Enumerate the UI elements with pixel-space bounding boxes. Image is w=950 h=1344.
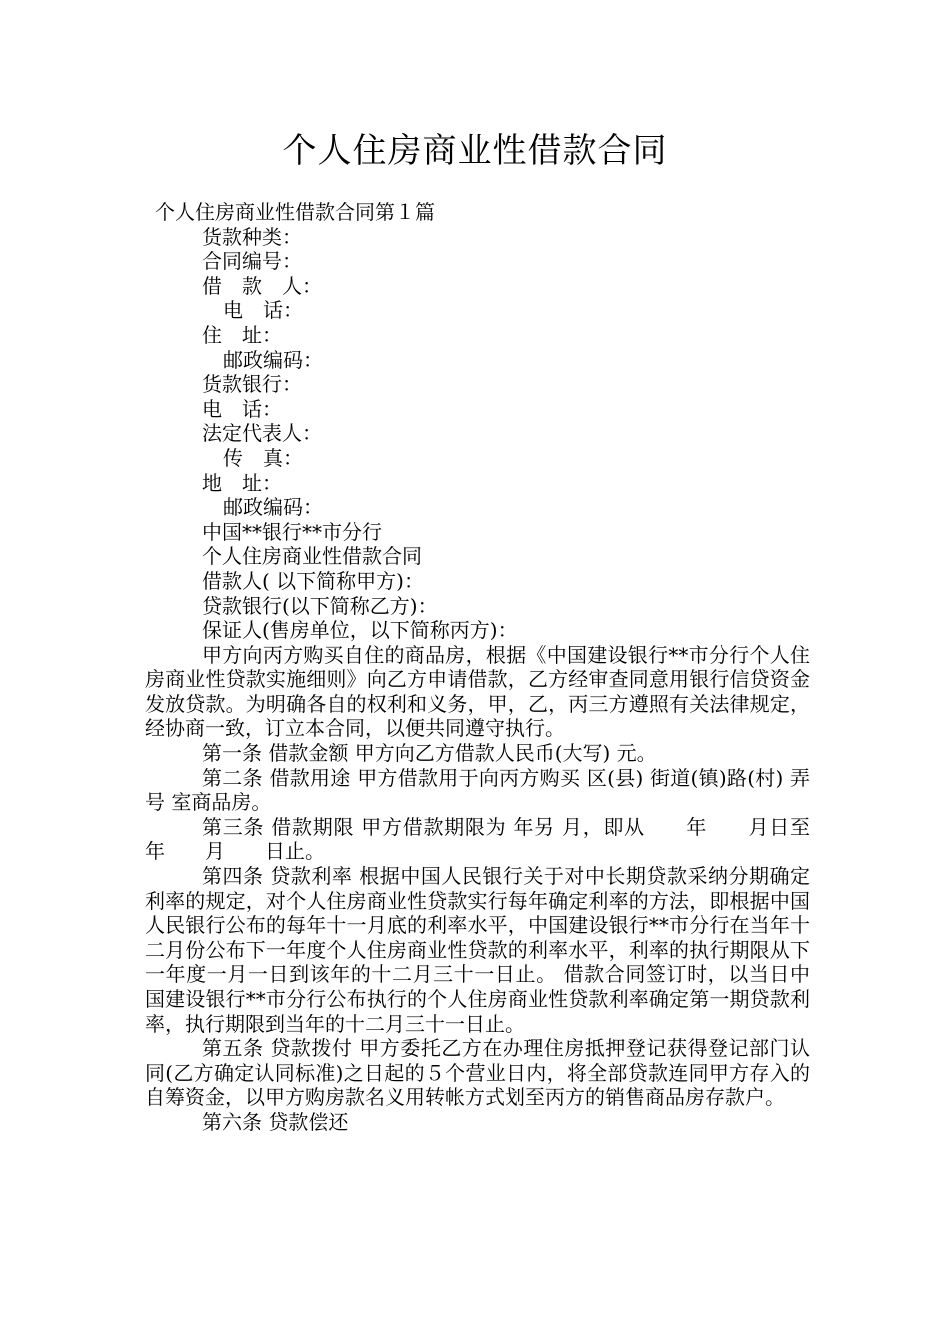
bank-branch-name: 中国**银行**市分行 bbox=[202, 519, 382, 544]
field-legal-representative: 法定代表人： bbox=[202, 421, 322, 446]
article-2-paragraph: 第二条 借款用途 甲方借款用于向丙方购买 区(县) 街道(镇)路(村) 弄 号 室商品房。 bbox=[145, 765, 810, 815]
document-body bbox=[145, 200, 850, 1135]
field-bank-fax: 传 真： bbox=[223, 445, 303, 470]
field-lending-bank: 货款银行： bbox=[202, 372, 302, 397]
field-borrower-phone: 电 话： bbox=[223, 298, 303, 323]
field-borrower-postcode: 邮政编码： bbox=[223, 347, 323, 372]
party-b-definition: 贷款银行(以下简称乙方)： bbox=[202, 593, 438, 618]
article-6-heading: 第六条 贷款偿还 bbox=[202, 1109, 349, 1134]
preamble-paragraph: 甲方向丙方购买自住的商品房，根据《中国建设银行**市分行个人住房商业性贷款实施细则》向乙方申请借款，乙方经审查同意用银行信贷资金发放贷款。为明确各自的权利和义务，甲，乙，丙三方遵照有关法律规定，经协商一致，订立本合同，以便共同遵守执行。 bbox=[145, 642, 810, 741]
party-a-definition: 借款人( 以下简称甲方)： bbox=[202, 568, 424, 593]
field-bank-address: 地 址： bbox=[202, 470, 282, 495]
article-4-paragraph: 第四条 贷款利率 根据中国人民银行关于对中长期贷款采纳分期确定利率的规定，对个人住房商业性贷款实行每年确定利率的方法，即根据中国人民银行公布的每年十一月底的利率水平，中国建设银行**市分行在当年十二月份公布下一年度个人住房商业性贷款的利率水平，利率的执行期限从下一年度一月一日到该年的十二月三十一日止。 借款合同签订时，以当日中国建设银行**市分行公布执行的个人住房商业性贷款利率确定第一期贷款利率，执行期限到当年的十二月三十一日止。 bbox=[145, 864, 810, 1036]
field-contract-number: 合同编号： bbox=[202, 249, 302, 274]
field-borrower-address: 住 址： bbox=[202, 322, 282, 347]
article-1-paragraph: 第一条 借款金额 甲方向乙方借款人民币(大写) 元。 bbox=[202, 741, 657, 766]
field-loan-type: 货款种类： bbox=[202, 224, 302, 249]
article-3-paragraph: 第三条 借款期限 甲方借款期限为 年另 月，即从 年 月日至 年 月 日止。 bbox=[145, 814, 850, 864]
document-title: 个人住房商业性借款合同 bbox=[282, 131, 668, 171]
field-borrower: 借 款 人： bbox=[202, 273, 322, 298]
field-bank-postcode: 邮政编码： bbox=[223, 495, 323, 520]
section-heading: 个人住房商业性借款合同第１篇 bbox=[155, 200, 435, 224]
article-5-paragraph: 第五条 贷款拨付 甲方委托乙方在办理住房抵押登记获得登记部门认同(乙方确定认同标准)之日起的５个营业日内，将全部贷款连同甲方存入的自筹资金，以甲方购房款名义用转帐方式划至丙方的销售商品房存款户。 bbox=[145, 1036, 810, 1110]
contract-subtitle: 个人住房商业性借款合同 bbox=[202, 544, 422, 569]
party-c-definition: 保证人(售房单位，以下简称丙方)： bbox=[202, 618, 518, 643]
field-bank-phone: 电 话： bbox=[202, 396, 282, 421]
